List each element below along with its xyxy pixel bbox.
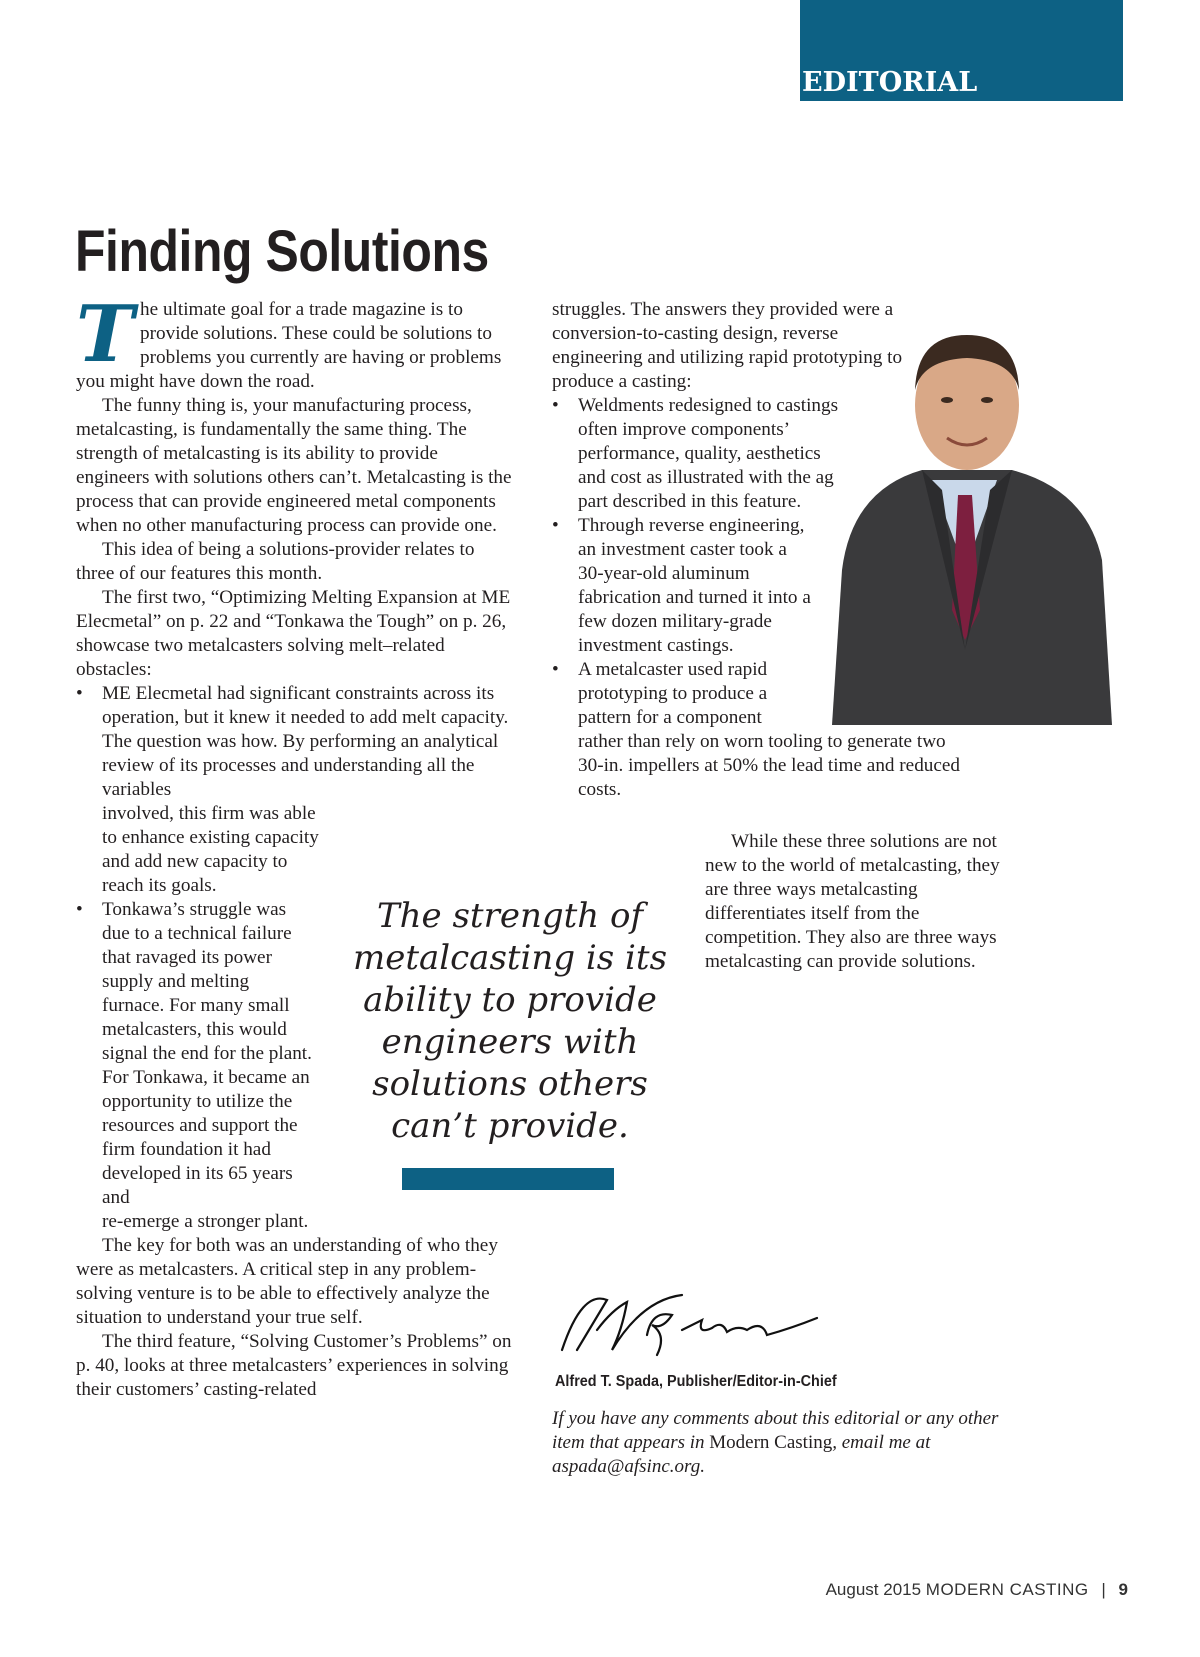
article-title: Finding Solutions [75, 219, 489, 284]
comments-note [552, 1407, 1002, 1479]
handwritten-signature [552, 1280, 822, 1360]
article-column-3 [705, 830, 1005, 974]
opening-paragraph [76, 289, 516, 394]
paragraph: struggles. The answers they provided were a conversion-to-casting design, reverse engineering and utilizing rapid prototyping to produce a casting: [552, 299, 903, 392]
publication-name: Modern Casting [709, 1432, 833, 1453]
paragraph: The third feature, “Solving Customer’s Problems” on p. 40, looks at three metalcasters’ experiences in solving their customers’ casting-related [76, 1331, 512, 1400]
bullet-text: rather than rely on worn tooling to generate two 30-in. impellers at 50% the lead time and reduced costs. [578, 731, 961, 800]
pull-quote-accent-bar [402, 1168, 614, 1190]
editor-portrait [812, 320, 1118, 725]
bullet-text: Through reverse engineering, an investment caster took a 30-year-old aluminum fabrication and turned it into a few dozen military-grade investment castings. [578, 515, 811, 656]
paragraph: The funny thing is, your manufacturing process, metalcasting, is fundamentally the same thing. The strength of metalcasting is its ability to provide engineers with solutions others can’t. Metalcasting is the process that can provide engineered metal components when no other manufacturing process can provide one. [76, 395, 512, 536]
paragraph: This idea of being a solutions-provider relates to three of our features this month. [76, 539, 475, 584]
paragraph-text: he ultimate goal for a trade magazine is to provide solutions. These could be solutions to problems you currently are having or problems you might have down the road. [76, 299, 502, 392]
drop-cap: T [76, 289, 135, 380]
page-footer [826, 1580, 1128, 1600]
bullet-continuation: re-emerge a stronger plant. [102, 1211, 309, 1232]
paragraph: The first two, “Optimizing Melting Expansion at ME Elecmetal” on p. 22 and “Tonkawa the Tough” on p. 26, showcase two metalcasters solving melt–related obstacles: [76, 587, 511, 680]
bullet-text: Weldments redesigned to castings often improve components’ performance, quality, aesthetics and cost as illustrated with the ag part described in this feature. [578, 395, 839, 512]
comments-email: , email me at aspada@afsinc.org. [552, 1432, 931, 1477]
section-label: EDITORIAL [802, 67, 978, 98]
bullet-text-narrow: • A metalcaster used rapid prototyping to produce a pattern for a component [578, 659, 768, 728]
section-header-bar [800, 0, 1123, 101]
bullet-text-narrow: • Tonkawa’s struggle was due to a technical failure that ravaged its power supply and melting furnace. For many small metalcasters, this would signal the end for the plant. For Tonkawa, it became an opportunity to utilize the resources and support the firm foundation it had developed in its 65 years and [102, 899, 312, 1208]
author-name: Alfred T. Spada, Publisher/Editor-in-Chief [555, 1373, 837, 1390]
bullet-text-narrow: involved, this firm was able to enhance existing capacity and add new capacity to reach its goals. [102, 803, 319, 896]
magazine-name: MODERN CASTING [925, 1580, 1089, 1599]
issue-date: August 2015 [825, 1580, 922, 1599]
footer-divider: | [1101, 1580, 1106, 1599]
paragraph: The key for both was an understanding of who they were as metalcasters. A critical step in any problem-solving venture is to be able to effectively analyze the situation to understand your true self. [76, 1235, 498, 1328]
bullet-item [552, 514, 813, 658]
page-number: 9 [1118, 1580, 1128, 1599]
article-column-1 [76, 289, 516, 1402]
bullet-text: ME Elecmetal had significant constraints across its operation, but it knew it needed to add melt capacity. The question was how. By performing an analytical review of its processes and understanding all the variables [102, 683, 509, 800]
paragraph: While these three solutions are not new to the world of metalcasting, they are three ways metalcasting differentiates itself from the competition. They also are three ways metalcasting can provide solutions. [705, 831, 1000, 972]
bullet-item [76, 682, 516, 898]
pull-quote: The strength of metalcasting is its ability to provide engineers with solutions others can’t provide. [352, 896, 668, 1146]
comments-text: If you have any comments about this editorial or any other item that appears in [552, 1408, 999, 1453]
bullet-item [552, 394, 848, 514]
